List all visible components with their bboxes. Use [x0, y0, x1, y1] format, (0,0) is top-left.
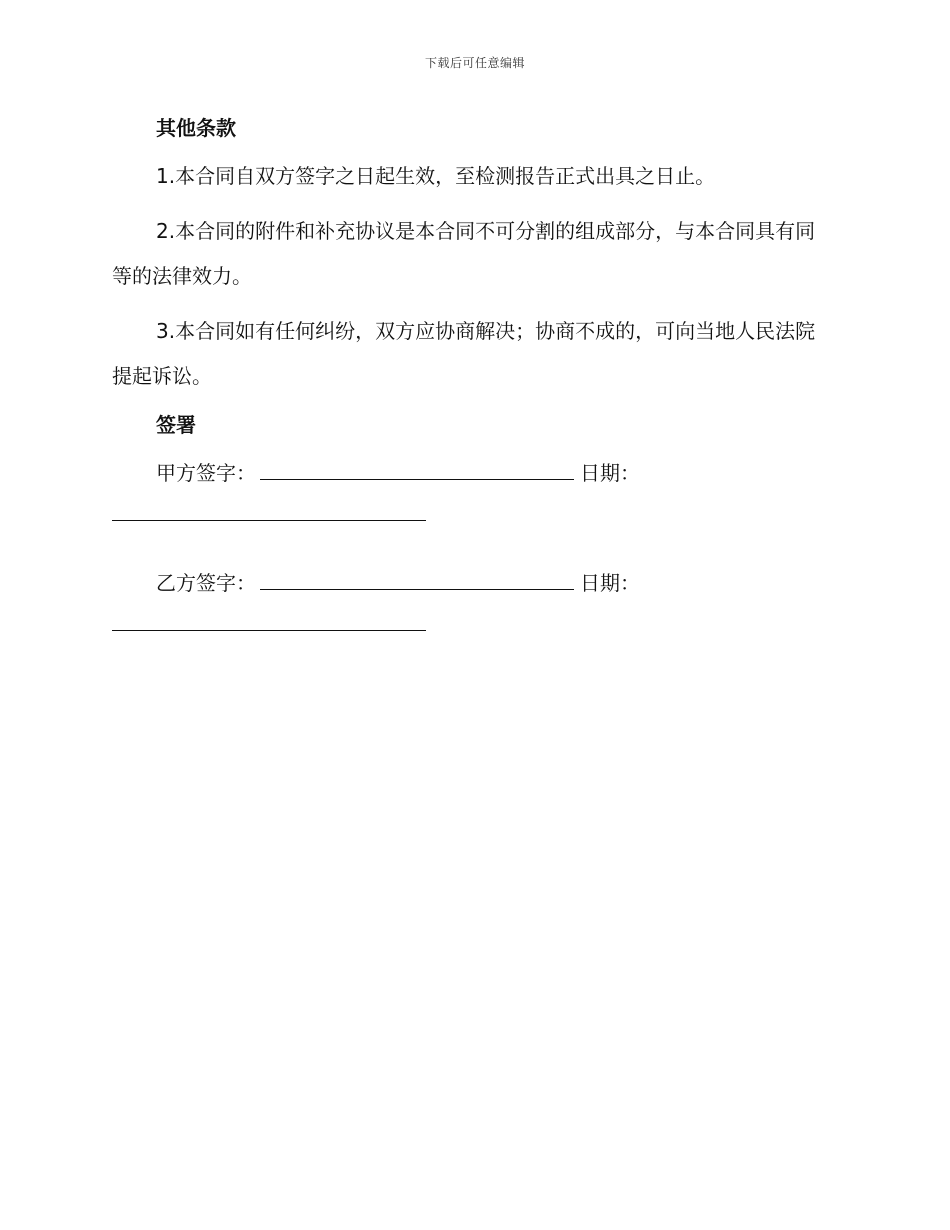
party-a-signature-line[interactable]	[260, 461, 574, 480]
header-note: 下载后可任意编辑	[424, 56, 525, 70]
party-b-date-line[interactable]	[112, 612, 426, 631]
party-b-signature-block	[112, 561, 828, 651]
term-item-2: 2.本合同的附件和补充协议是本合同不可分割的组成部分，与本合同具有同等的法律效力。	[112, 219, 816, 288]
party-a-signature-block	[112, 451, 828, 541]
party-b-date-label: 日期：	[580, 571, 640, 595]
party-b-signature-row	[112, 561, 828, 606]
party-a-date-label: 日期：	[580, 461, 640, 485]
term-item-1: 1.本合同自双方签字之日起生效，至检测报告正式出具之日止。	[156, 164, 716, 188]
party-a-signature-row	[112, 451, 828, 496]
party-b-signature-line[interactable]	[260, 571, 574, 590]
document-body	[112, 112, 828, 651]
party-b-signature-label: 乙方签字：	[156, 571, 256, 595]
party-a-date-row	[112, 496, 828, 541]
term-item-3: 3.本合同如有任何纠纷，双方应协商解决；协商不成的，可向当地人民法院提起诉讼。	[112, 319, 816, 388]
party-a-date-line[interactable]	[112, 502, 426, 521]
other-terms-heading: 其他条款	[156, 116, 236, 140]
signature-heading: 签署	[156, 413, 196, 437]
party-b-date-row	[112, 606, 828, 651]
party-a-signature-label: 甲方签字：	[156, 461, 256, 485]
